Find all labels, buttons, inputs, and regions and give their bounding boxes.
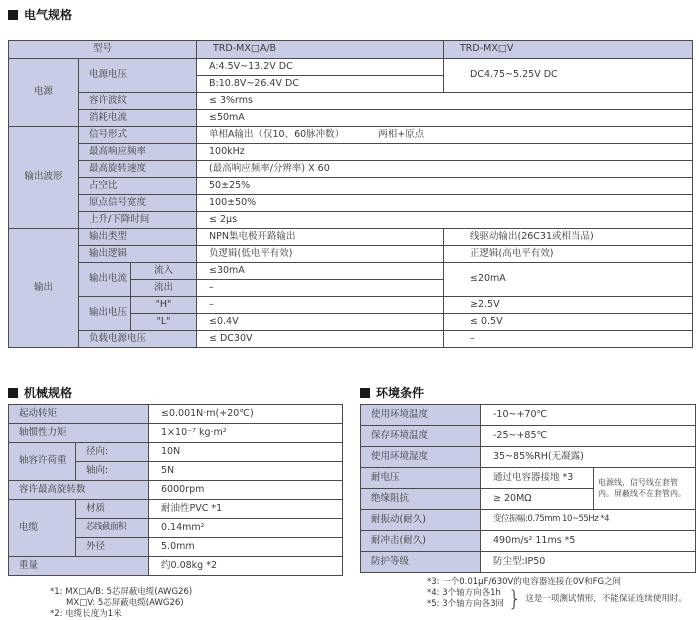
duty-label: 占空比 [79, 178, 197, 195]
power-voltage-label: 电源电压 [79, 59, 197, 93]
origin-width-value: 100±50% [197, 195, 693, 212]
max-speed-value: (最高响应频率/分辨率) X 60 [197, 161, 693, 178]
power-voltage-a-value: A:4.5V~13.2V DC [197, 59, 444, 76]
radial-load-value: 10N [149, 443, 343, 462]
consumption-current-label: 消耗电流 [79, 110, 197, 127]
cable-label: 电缆 [9, 500, 76, 557]
max-rotation-value: 6000rpm [149, 481, 343, 500]
load-voltage-label: 负载电源电压 [79, 331, 197, 348]
brace-note: 这是一项测试情形，不能保证连续使用时。 [525, 593, 687, 604]
power-voltage-v-value: DC4.75~5.25V DC [444, 59, 693, 93]
footnote-4: *4: 3个轴方向各1h [427, 588, 501, 599]
section-marker-icon [360, 388, 370, 398]
use-temp-value: -10~+70℃ [481, 405, 696, 426]
mechanical-section-title-label: 机械规格 [24, 386, 73, 400]
output-high-v-value: ≥2.5V [444, 297, 693, 314]
model-header-label: 型号 [9, 41, 197, 59]
ripple-value: ≤ 3%rms [197, 93, 693, 110]
environmental-spec-table [360, 404, 696, 573]
power-voltage-b-value: B:10.8V~26.4V DC [197, 76, 444, 93]
rise-fall-label: 上升/下降时间 [79, 212, 197, 229]
output-high-ab-value: – [197, 297, 444, 314]
output-logic-label: 输出逻辑 [79, 246, 197, 263]
output-logic-ab-value: 负逻辑(低电平有效) [197, 246, 444, 263]
core-area-label: 芯线截面积 [76, 519, 149, 538]
consumption-current-value: ≤50mA [197, 110, 693, 127]
ripple-label: 容许波纹 [79, 93, 197, 110]
model-ab-header: TRD-MX□A/B [197, 41, 444, 59]
source-current-ab-value: – [197, 280, 444, 297]
sink-current-label: 流入 [131, 263, 197, 280]
electrical-section-title-label: 电气规格 [24, 8, 73, 22]
footnote-4-5-lines [427, 588, 504, 610]
shaft-load-label: 轴容许荷重 [9, 443, 76, 481]
signal-form-value-main: 单相A输出（仅10、60脉冲数） [209, 128, 345, 140]
max-frequency-value: 100kHz [197, 144, 693, 161]
output-low-ab-value: ≤0.4V [197, 314, 444, 331]
cable-material-value: 耐油性PVC *1 [149, 500, 343, 519]
thrust-load-value: 5N [149, 462, 343, 481]
signal-form-value-extra: 两相+原点 [378, 128, 425, 140]
footnote-2: *2: 电缆长度为1米 [50, 609, 122, 620]
footnote-4-5-group [427, 588, 687, 610]
withstand-voltage-label: 耐电压 [361, 468, 481, 489]
inertia-value: 1×10⁻⁷ kg·m² [149, 424, 343, 443]
environmental-footnotes [427, 577, 687, 610]
electrical-spec-table [8, 40, 693, 348]
withstand-voltage-value: 通过电容器接地 *3 [481, 468, 594, 489]
weight-value: 约0.08kg *2 [149, 557, 343, 576]
humidity-value: 35~85%RH(无凝露) [481, 447, 696, 468]
max-speed-label: 最高旋转速度 [79, 161, 197, 178]
output-current-label: 输出电流 [79, 263, 131, 297]
model-v-header: TRD-MX□V [444, 41, 693, 59]
output-low-label: "L" [131, 314, 197, 331]
waveform-group-label: 输出波形 [9, 127, 79, 229]
footnote-3: *3: 一个0.01μF/630V的电容器连接在0V和FG之间 [427, 577, 622, 587]
humidity-label: 使用环境湿度 [361, 447, 481, 468]
protection-label: 防护等级 [361, 552, 481, 573]
wiring-note: 电源线，信号线在套管内。屏蔽线不在套管内。 [594, 468, 696, 510]
signal-form-label: 信号形式 [79, 127, 197, 144]
output-logic-v-value: 正逻辑(高电平有效) [444, 246, 693, 263]
mechanical-spec-table [8, 404, 343, 576]
source-current-label: 流出 [131, 280, 197, 297]
protection-value: 防尘型:IP50 [481, 552, 696, 573]
footnote-1: *1: MX□A/B: 5芯屏蔽电缆(AWG26) [50, 587, 193, 597]
vibration-label: 耐振动(耐久) [361, 510, 481, 531]
shock-value: 490m/s² 11ms *5 [481, 531, 696, 552]
load-voltage-v-value: – [444, 331, 693, 348]
electrical-section-title [8, 6, 72, 23]
max-frequency-label: 最高响应频率 [79, 144, 197, 161]
output-high-label: "H" [131, 297, 197, 314]
outer-diameter-label: 外径 [76, 538, 149, 557]
cable-material-label: 材质 [76, 500, 149, 519]
insulation-value: ≥ 20MΩ [481, 489, 594, 510]
output-type-v-value: 线驱动输出(26C31或相当品) [444, 229, 693, 246]
environmental-section-title [360, 384, 424, 401]
mechanical-section-title [8, 384, 72, 401]
vibration-value: 变位振幅:0.75mm 10~55Hz *4 [481, 510, 696, 531]
radial-load-label: 径向: [76, 443, 149, 462]
thrust-load-label: 轴向: [76, 462, 149, 481]
origin-width-label: 原点信号宽度 [79, 195, 197, 212]
output-type-ab-value: NPN集电极开路输出 [197, 229, 444, 246]
shock-label: 耐冲击(耐久) [361, 531, 481, 552]
outer-diameter-value: 5.0mm [149, 538, 343, 557]
output-type-label: 输出类型 [79, 229, 197, 246]
section-marker-icon [8, 10, 18, 20]
output-low-v-value: ≤ 0.5V [444, 314, 693, 331]
output-current-v-value: ≤20mA [444, 263, 693, 297]
use-temp-label: 使用环境温度 [361, 405, 481, 426]
signal-form-value [197, 127, 693, 144]
weight-label: 重量 [9, 557, 149, 576]
max-rotation-label: 容许最高旋转数 [9, 481, 149, 500]
load-voltage-ab-value: ≤ DC30V [197, 331, 444, 348]
power-group-label: 电源 [9, 59, 79, 127]
footnote-5: *5: 3个轴方向各3回 [427, 599, 505, 610]
environmental-section-title-label: 环境条件 [376, 386, 425, 400]
duty-value: 50±25% [197, 178, 693, 195]
storage-temp-value: -25~+85℃ [481, 426, 696, 447]
footnote-1b: MX□V: 5芯屏蔽电缆(AWG26) [66, 598, 184, 609]
output-voltage-label: 输出电压 [79, 297, 131, 331]
insulation-label: 绝缘阻抗 [361, 489, 481, 510]
brace-glyph: } [508, 586, 522, 611]
rise-fall-value: ≤ 2μs [197, 212, 693, 229]
sink-current-ab-value: ≤30mA [197, 263, 444, 280]
section-marker-icon [8, 388, 18, 398]
output-group-label: 输出 [9, 229, 79, 348]
storage-temp-label: 保存环境温度 [361, 426, 481, 447]
core-area-value: 0.14mm² [149, 519, 343, 538]
starting-torque-label: 起动转矩 [9, 405, 149, 424]
mechanical-footnotes [50, 587, 192, 620]
inertia-label: 轴惯性力矩 [9, 424, 149, 443]
starting-torque-value: ≤0.001N·m(+20℃) [149, 405, 343, 424]
